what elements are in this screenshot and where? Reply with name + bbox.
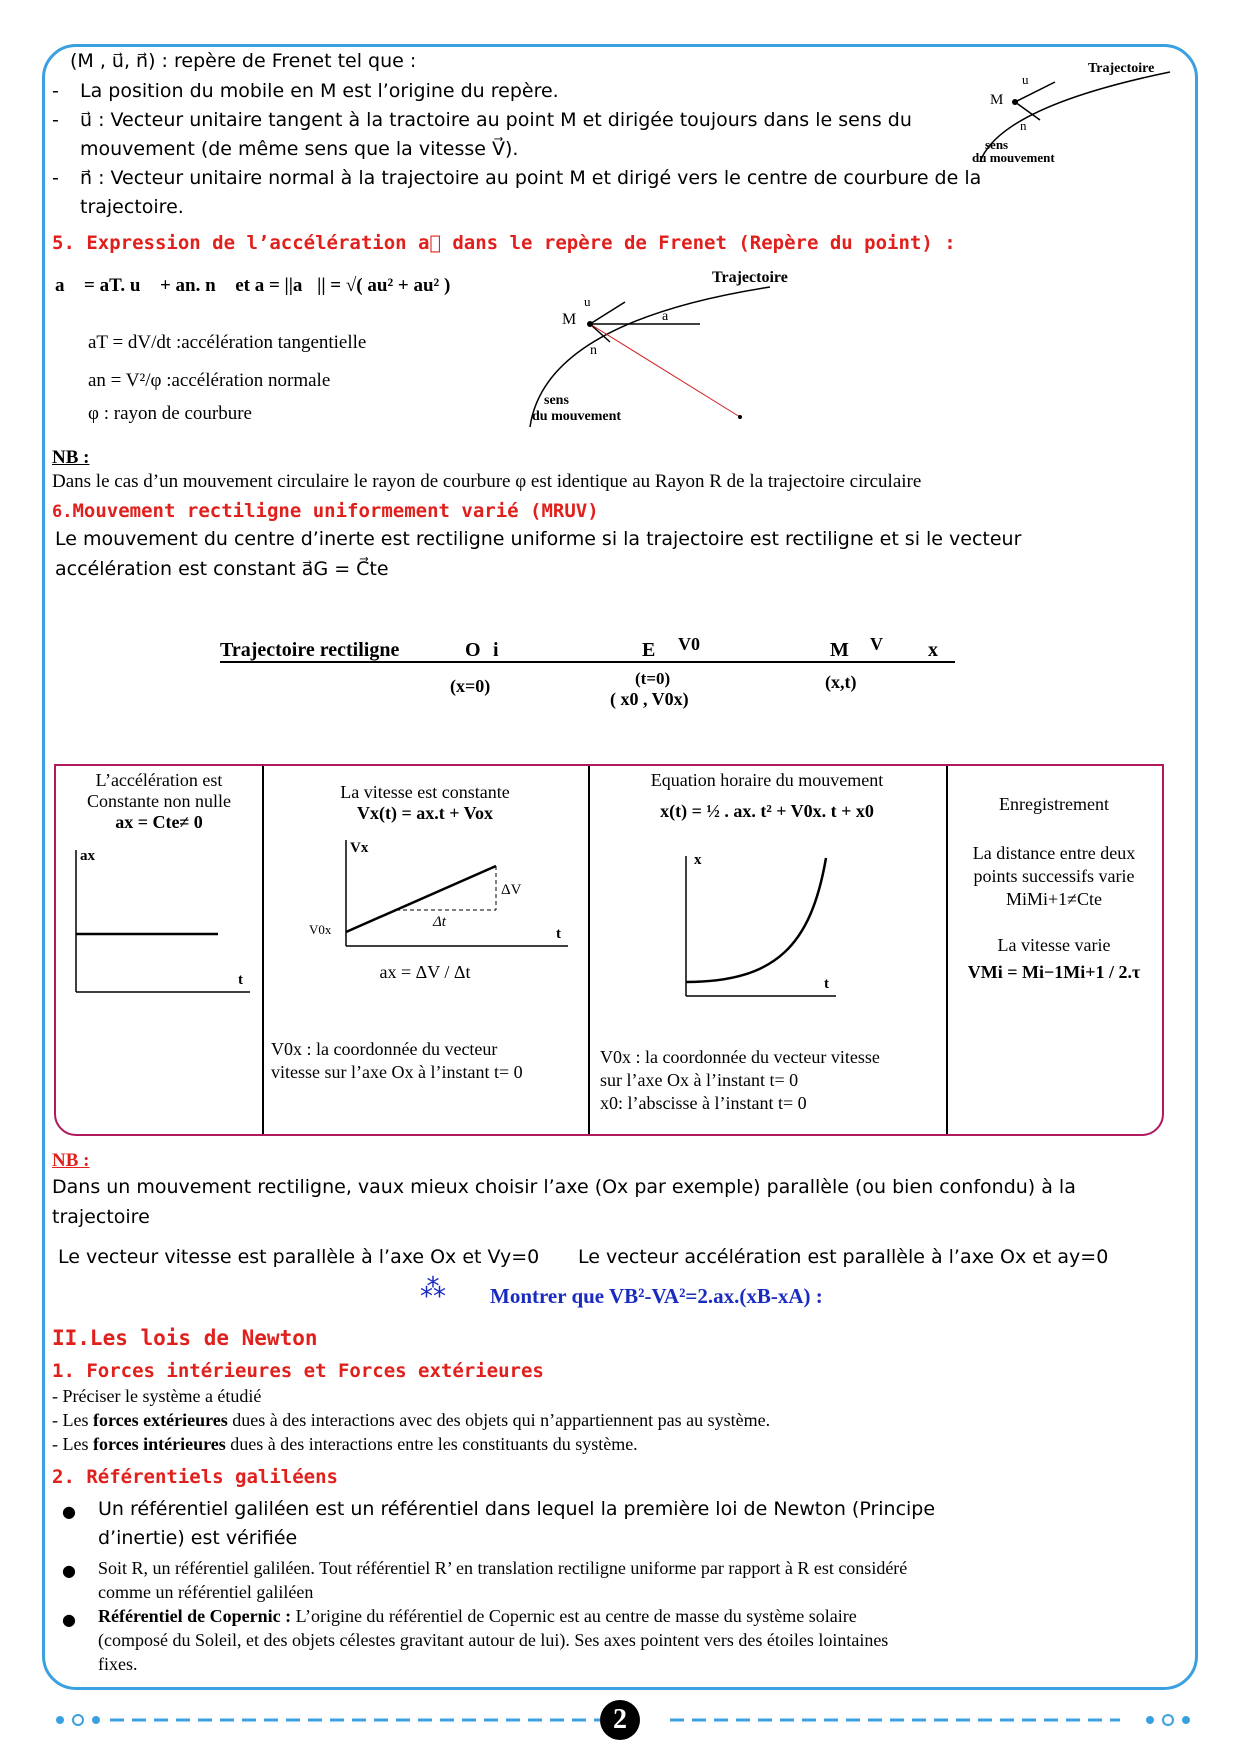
parabola-curve — [686, 858, 826, 982]
show-that-exercise: Montrer que VB²-VA²=2.ax.(xB-xA) : — [490, 1284, 823, 1308]
ornament-ring — [1163, 1715, 1173, 1725]
dash: - — [52, 109, 59, 131]
frenet-figure — [960, 52, 1190, 167]
point-m — [587, 321, 593, 327]
frenet-title: (M , u⃗, n⃗) : repère de Frenet tel que : — [70, 50, 417, 72]
c3-y-label: x — [694, 852, 702, 868]
c4-line-3: points successifs varie — [973, 866, 1135, 886]
ornament-ring — [73, 1715, 83, 1725]
radius-line — [590, 324, 740, 417]
acceleration-figure — [520, 262, 820, 432]
ornament-dot — [56, 1716, 64, 1724]
fig-m-label: M — [990, 92, 1004, 108]
bullet-icon: ● — [62, 1561, 76, 1580]
trajectory-curve — [980, 72, 1170, 162]
position-graph — [676, 850, 916, 1002]
forces-line-2: - Les forces extérieures dues à des interactions avec des objets qui n’appartiennent pas au système. — [52, 1410, 771, 1430]
c1-y-label: ax — [80, 848, 95, 864]
fig-u-label: u — [584, 294, 591, 309]
axis-t0-label: (t=0) — [635, 669, 671, 688]
section-6-title — [52, 500, 599, 522]
u-vector — [590, 302, 625, 324]
galilean-item-2a: Soit R, un référentiel galiléen. Tout référentiel R’ en translation rectiligne uniforme par rapport à R est considéré — [98, 1558, 908, 1578]
section-5-title: 5. Expression de l’accélération a⃗ dans le repère de Frenet (Repère du point) : — [52, 232, 956, 254]
table-cell-equation — [588, 770, 946, 822]
galilean-item-3a: Référentiel de Copernic : L’origine du référentiel de Copernic est au centre de masse du système solaire — [98, 1606, 857, 1626]
acceleration-graph — [68, 842, 258, 998]
fig-mouvement-label: du mouvement — [972, 150, 1055, 165]
nb-2-line-1: Dans un mouvement rectiligne, vaux mieux choisir l’axe (Ox par exemple) parallèle (ou bien confondu) à la — [52, 1176, 1076, 1198]
axis-x0-label: (x=0) — [450, 676, 491, 696]
acceleration-formula: a⃗ = aT. u⃗ + an. n⃗ et a = ||a⃗|| = √( au² + au² ) — [55, 275, 451, 296]
c3-note-line-1: V0x : la coordonnée du vecteur vitesse — [600, 1047, 880, 1067]
fig-mouvement-label: du mouvement — [532, 409, 622, 424]
at-definition: aT = dV/dt :accélération tangentielle — [88, 332, 367, 353]
section-6-heading: Mouvement rectiligne uniformement varié (MRUV) — [72, 500, 599, 522]
axis-x0v0-label: ( x0 , V0x) — [610, 689, 689, 709]
section-6-line-2: accélération est constant a⃗G = C⃗te — [55, 558, 389, 580]
section-2-title: II.Les lois de Newton — [52, 1326, 318, 1350]
axis-v-label: V — [870, 634, 883, 654]
c4-line-4: MiMi+1≠Cte — [1005, 889, 1103, 909]
axis-i-label: i — [493, 639, 499, 661]
forces-subtitle: 1. Forces intérieures et Forces extérieures — [52, 1360, 544, 1382]
fig-sens-label: sens — [544, 393, 569, 408]
c2-y-label: Vx — [350, 840, 369, 856]
velocity-parallel-statement: Le vecteur vitesse est parallèle à l’axe Ox et Vy=0 — [58, 1246, 540, 1268]
fig-sens-label: sens — [985, 137, 1009, 152]
c3-note-line-3: x0: l’abscisse à l’instant t= 0 — [600, 1093, 807, 1113]
c2-note — [271, 1038, 523, 1084]
bullet-icon: ● — [62, 1610, 76, 1629]
frenet-item-2a: u⃗ : Vecteur unitaire tangent à la tractoire au point M et dirigée toujours dans le sens du — [80, 109, 912, 131]
n-vector — [590, 324, 610, 342]
frenet-item-2b: mouvement (de même sens que la vitesse V⃗). — [80, 138, 519, 160]
section-6-line-1: Le mouvement du centre d’inerte est rectiligne uniforme si la trajectoire est rectiligne et si le vecteur — [55, 528, 1022, 550]
c2-v0x-label: V0x — [309, 922, 332, 937]
c3-line-1: Equation horaire du mouvement — [650, 770, 884, 790]
dash: - — [52, 167, 59, 189]
c4-title: Enregistrement — [999, 794, 1109, 814]
c1-line-1: L’accélération est — [95, 770, 223, 790]
axis-label: Trajectoire rectiligne — [220, 639, 400, 661]
frenet-item-3a: n⃗ : Vecteur unitaire normal à la trajectoire au point M et dirigé vers le centre de courbure de la — [80, 167, 982, 189]
mruv-table — [54, 764, 1164, 1136]
forces-line-1: - Préciser le système a étudié — [52, 1386, 262, 1406]
c1-line-2: Constante non nulle — [87, 791, 231, 811]
galilean-item-3b: (composé du Soleil, et des objets célestes gravitant autour de lui). Ses axes pointent vers des étoiles lointaines — [98, 1630, 889, 1650]
axis-v0-label: V0 — [678, 634, 700, 654]
fig-trajectoire-label: Trajectoire — [1088, 61, 1155, 76]
forces-line-3: - Les forces intérieures dues à des interactions entre les constituants du système. — [52, 1434, 638, 1454]
frenet-item-1: La position du mobile en M est l’origine du repère. — [80, 80, 559, 102]
c1-x-label: t — [238, 972, 243, 988]
c1-line-3: ax = Cte≠ 0 — [115, 812, 203, 832]
c3-note — [600, 1046, 880, 1115]
axis-xt-label: (x,t) — [825, 672, 857, 692]
ornament-dot — [1182, 1716, 1190, 1724]
center-point — [738, 415, 742, 419]
fig-n-label: n — [590, 343, 597, 358]
c2-dt-label: Δt — [433, 914, 446, 930]
c2-line-2: Vx(t) = ax.t + Vox — [356, 803, 493, 823]
fig-n-label: n — [1020, 118, 1027, 133]
ornament-dot — [1146, 1716, 1154, 1724]
axis-m-label: M — [830, 639, 849, 661]
c4-line-6: VMi = Mi−1Mi+1 / 2.τ — [967, 962, 1141, 982]
galilean-item-1b: d’inertie) est vérifiée — [98, 1527, 298, 1549]
ornament-dot — [92, 1716, 100, 1724]
page-number: 2 — [600, 1700, 640, 1740]
point-m — [1012, 99, 1018, 105]
c3-line-2: x(t) = ½ . ax. t² + V0x. t + x0 — [660, 801, 874, 821]
c2-line-1: La vitesse est constante — [340, 782, 510, 802]
phi-definition: φ : rayon de courbure — [88, 403, 252, 424]
acceleration-parallel-statement: Le vecteur accélération est parallèle à l’axe Ox et ay=0 — [578, 1246, 1109, 1268]
rectilinear-axis-figure — [210, 620, 970, 720]
axis-x-label: x — [928, 639, 938, 661]
c4-line-2: La distance entre deux — [972, 843, 1136, 863]
axis-e-label: E — [642, 639, 656, 661]
c2-x-label: t — [556, 926, 561, 942]
snowflake-icon: ⁂ — [420, 1274, 446, 1304]
galilean-item-1a: Un référentiel galiléen est un référentiel dans lequel la première loi de Newton (Principe — [98, 1498, 936, 1520]
fig-a-label: a — [662, 309, 669, 324]
fig-u-label: u — [1022, 72, 1029, 87]
c2-note-line-1: V0x : la coordonnée du vecteur — [271, 1039, 498, 1059]
c2-ax-formula: ax = ΔV / Δt — [379, 962, 471, 982]
fig-trajectoire-label: Trajectoire — [712, 269, 788, 286]
c4-line-5: La vitesse varie — [997, 935, 1111, 955]
nb-label: NB : — [52, 447, 90, 468]
galilean-item-3c: fixes. — [98, 1654, 138, 1674]
velocity-graph — [306, 834, 576, 952]
c3-note-line-2: sur l’axe Ox à l’instant t= 0 — [600, 1070, 799, 1090]
u-vector — [1015, 82, 1055, 102]
an-definition: an = V²/φ :accélération normale — [88, 370, 331, 391]
bullet-icon: ● — [62, 1502, 76, 1521]
table-cell-recording — [946, 842, 1162, 911]
axis-o-label: O — [465, 639, 481, 661]
galilean-item-2b: comme un référentiel galiléen — [98, 1582, 314, 1602]
section-6-number: 6. — [52, 502, 73, 522]
nb-2-label: NB : — [52, 1150, 90, 1171]
nb-text: Dans le cas d’un mouvement circulaire le rayon de courbure φ est identique au Rayon R de la trajectoire circulaire — [52, 471, 922, 492]
c3-x-label: t — [824, 976, 829, 992]
nb-2-line-2: trajectoire — [52, 1206, 150, 1228]
fig-m-label: M — [562, 311, 577, 328]
velocity-line — [346, 866, 496, 932]
dash: - — [52, 80, 59, 102]
table-cell-acceleration — [56, 770, 262, 833]
c2-note-line-2: vitesse sur l’axe Ox à l’instant t= 0 — [271, 1062, 523, 1082]
frenet-item-3b: trajectoire. — [80, 196, 184, 218]
c2-dv-label: ΔV — [501, 882, 522, 898]
table-cell-velocity — [262, 782, 588, 824]
table-cell-speed — [946, 934, 1162, 984]
galilean-subtitle: 2. Référentiels galiléens — [52, 1466, 338, 1488]
